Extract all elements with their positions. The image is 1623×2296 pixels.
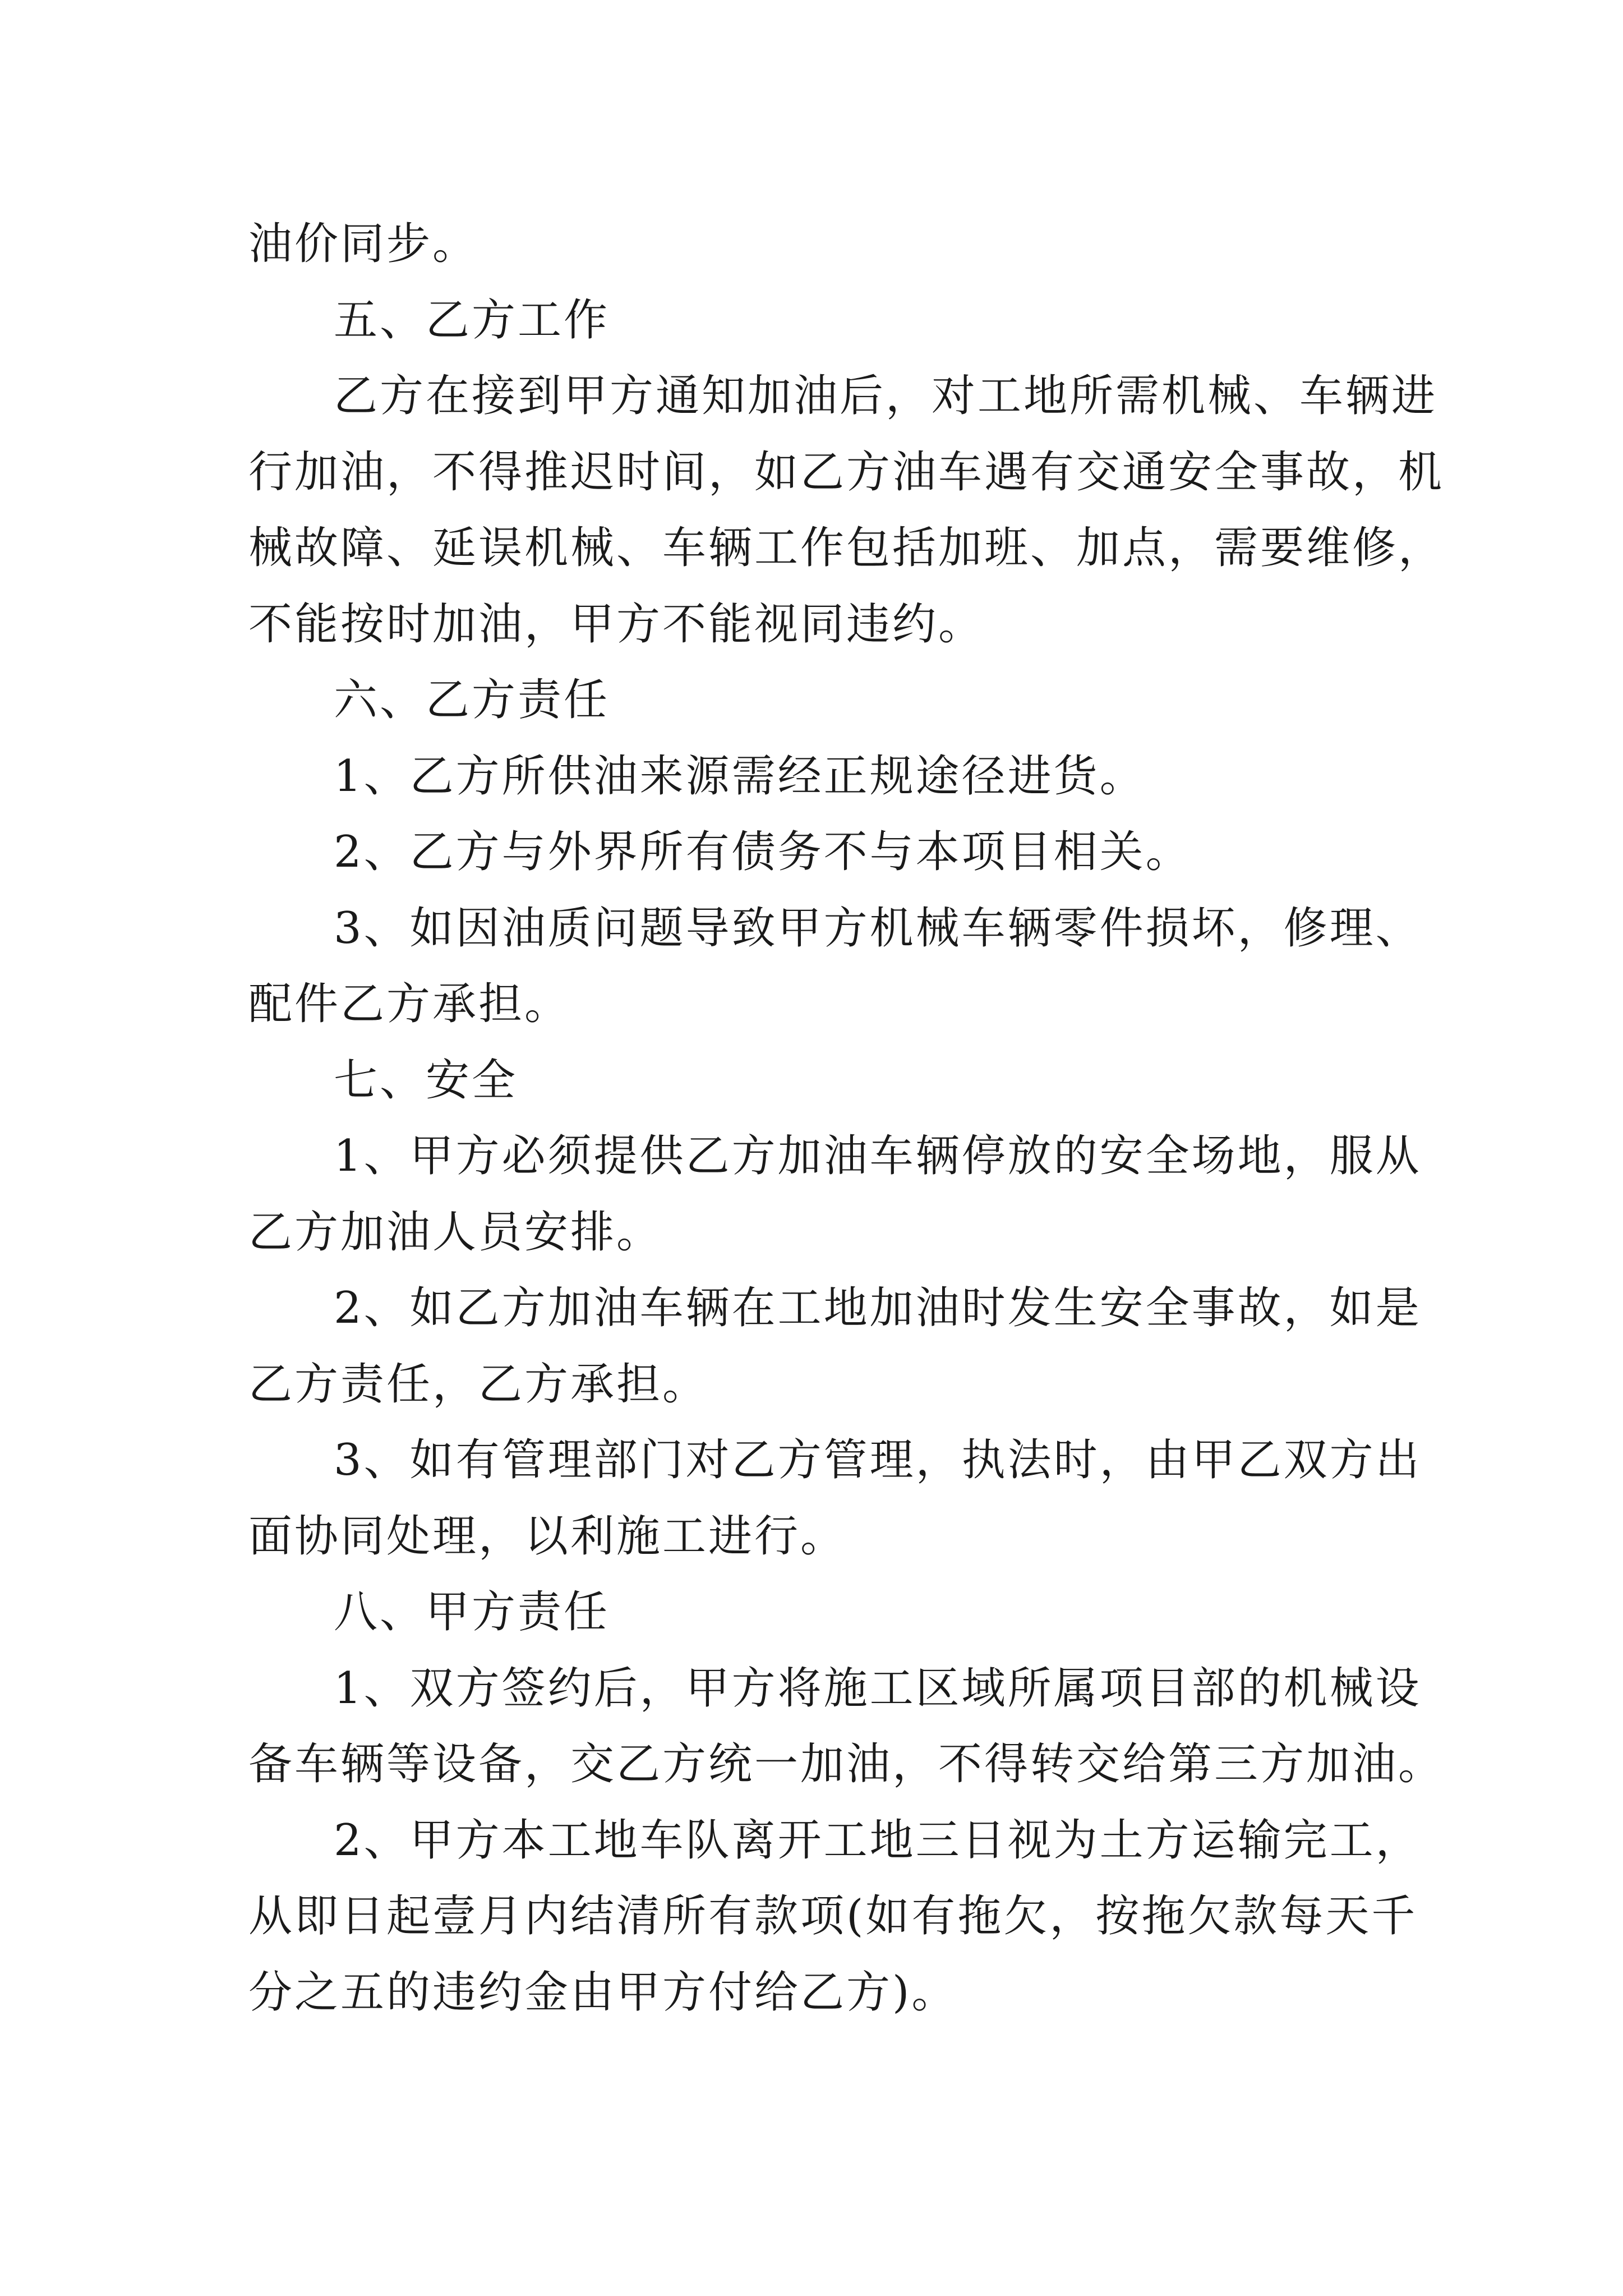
list-item: 3、如因油质问题导致甲方机械车辆零件损坏，修理、 [334,903,1422,954]
paragraph-line: 乙方责任，乙方承担。 [248,1359,709,1410]
list-item: 3、如有管理部门对乙方管理，执法时，由甲乙双方出 [334,1435,1422,1485]
section-heading-8: 八、甲方责任 [334,1587,610,1637]
list-item: 1、甲方必须提供乙方加油车辆停放的安全场地，服从 [334,1131,1422,1181]
list-item: 1、双方签约后，甲方将施工区域所属项目部的机械设 [334,1663,1422,1714]
paragraph-line: 乙方加油人员安排。 [248,1207,663,1258]
list-item: 2、如乙方加油车辆在工地加油时发生安全事故，如是 [334,1283,1422,1333]
paragraph-line: 行加油，不得推迟时间，如乙方油车遇有交通安全事故，机 [248,447,1445,498]
list-item: 2、乙方与外界所有债务不与本项目相关。 [334,827,1192,877]
section-heading-5: 五、乙方工作 [334,295,610,346]
paragraph-line: 不能按时加油，甲方不能视同违约。 [248,599,985,650]
paragraph-line: 械故障、延误机械、车辆工作包括加班、加点，需要维修， [248,523,1445,573]
list-item: 2、甲方本工地车队离开工地三日视为土方运输完工， [334,1815,1422,1866]
list-item: 1、乙方所供油来源需经正规途径进货。 [334,751,1146,802]
paragraph-line: 分之五的违约金由甲方付给乙方)。 [248,1967,958,2018]
paragraph-line: 配件乙方承担。 [248,979,571,1029]
document-body [248,206,1445,2031]
paragraph-line: 面协同处理，以利施工进行。 [248,1511,847,1562]
paragraph-line: 从即日起壹月内结清所有款项(如有拖欠，按拖欠款每天千 [248,1891,1418,1941]
paragraph-line: 油价同步。 [248,219,479,269]
section-heading-7: 七、安全 [334,1055,518,1106]
section-heading-6: 六、乙方责任 [334,675,610,725]
paragraph-line: 备车辆等设备，交乙方统一加油，不得转交给第三方加油。 [248,1739,1445,1789]
paragraph-line: 乙方在接到甲方通知加油后，对工地所需机械、车辆进 [334,371,1438,421]
